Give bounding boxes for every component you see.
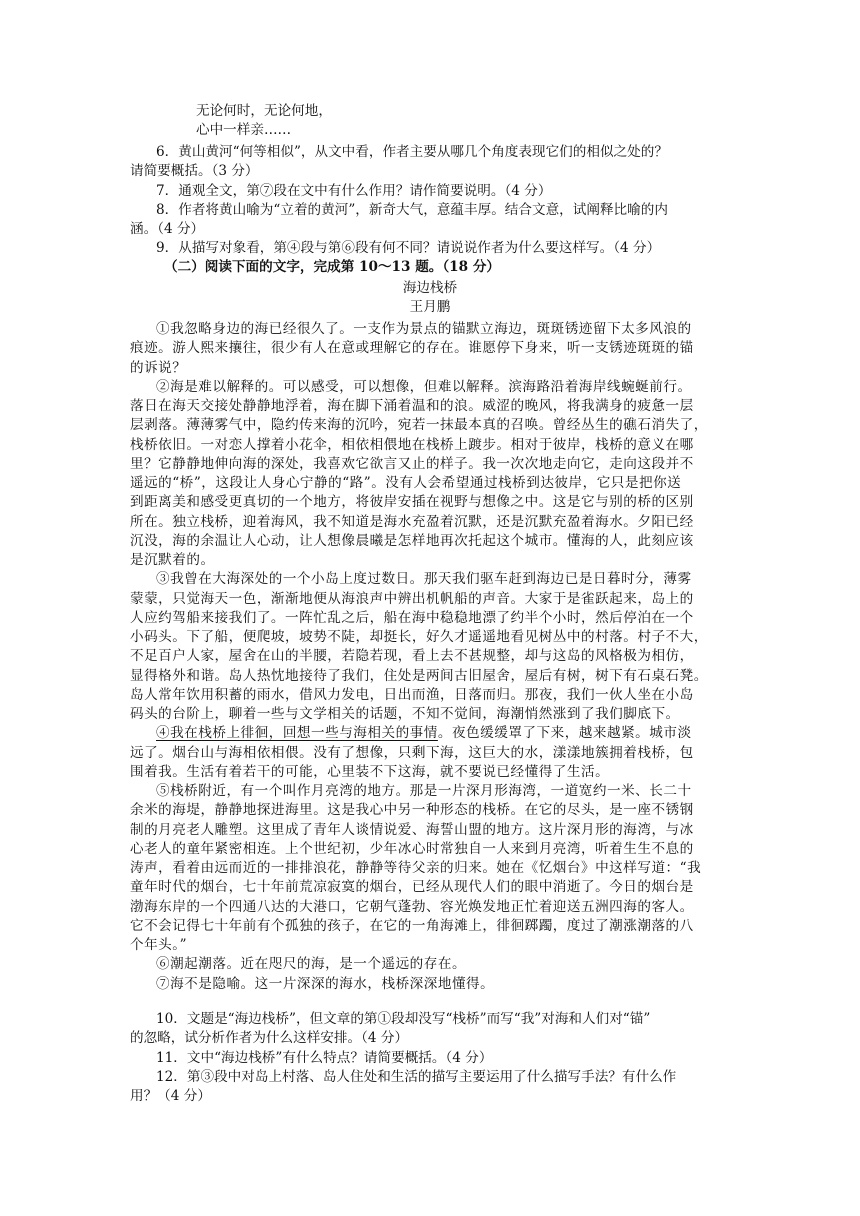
text-line: 心老人的童年紧密相连。上个世纪初，少年冰心时常独自一人来到月亮湾，听着生生不息的	[130, 840, 694, 857]
text-line: 个年头。”	[130, 937, 188, 953]
paragraph-3	[130, 570, 730, 724]
article-header	[130, 279, 730, 318]
text-span: 。夜色缓缓罩了下来，越来越紧。城市淡	[437, 725, 692, 742]
text-line: 遥远的“桥”，这段让人身心宁静的“路”。没有人会希望通过栈桥到达彼岸，它只是把你送	[130, 475, 682, 491]
question-12: 12．第③段中对岛上村落、岛人住处和生活的描写主要运用了什么描写手法？有什么作	[156, 1068, 677, 1085]
text-line: ①我忽略身边的海已经很久了。一支作为景点的锚默立海边，斑斑锈迹留下太多风浪的	[156, 321, 692, 337]
text-line: 码头的台阶上，聊着一些与文学相关的话题，不知不觉间，海潮悄然涨到了我们脚底下。	[130, 706, 680, 722]
question-8: 8．作者将黄山喻为“立着的黄河”，新奇大气，意蕴丰厚。结合文意，试阐释比喻的内	[156, 201, 668, 218]
paragraph-1	[130, 320, 730, 378]
question-6: 6．黄山黄河“何等相似”，从文中看，作者主要从哪几个角度表现它们的相似之处的？	[156, 144, 668, 160]
article-author: 王月鹏	[409, 299, 451, 316]
section-2-heading: （二）阅读下面的文字，完成第 10～13 题。（18 分）	[164, 259, 501, 275]
text-line: 痕迹。游人熙来攘往，很少有人在意或理解它的存在。谁愿停下身来，听一支锈迹斑斑的锚	[130, 340, 694, 357]
text-line: 不足百户人家，屋舍在山的半腰，若隐若现，看上去不甚规整，却与这岛的风格极为相仿，	[130, 648, 694, 665]
question-10-cont: 的忽略，试分析作者为什么这样安排。（4 分）	[130, 1030, 409, 1047]
question-6-cont: 请简要概括。（3 分）	[130, 163, 259, 180]
text-line: ②海是难以解释的。可以感受，可以想像，但难以解释。滨海路沿着海岸线蜿蜒前行。	[156, 378, 692, 395]
underlined-sentence: ④我在栈桥上徘徊，回想一些与海相关的事情	[156, 725, 438, 742]
question-12-cont: 用？（4 分）	[130, 1088, 211, 1104]
text-line: 小码头。下了船，便爬坡，坡势不陡，却挺长，好久才遥遥地看见树丛中的村落。村子不大，	[130, 629, 708, 645]
text-line: 岛人常年饮用积蓄的雨水，借风力发电，日出而渔，日落而归。那夜，我们一伙人坐在小岛	[130, 686, 694, 703]
text-line: ⑤栈桥附近，有一个叫作月亮湾的地方。那是一片深月形海湾，一道宽约一米、长二十	[156, 783, 692, 799]
text-line: 沉没，海的余温让人心动，让人想像晨曦是怎样地再次托起这个城市。懂海的人，此刻应该	[130, 532, 694, 549]
text-line: 的诉说？	[130, 359, 187, 376]
poem-ending	[130, 102, 730, 141]
text-line: 制的月亮老人雕塑。这里成了青年人谈情说爱、海誓山盟的地方。这片深月形的海湾，与冰	[130, 821, 694, 838]
text-line: 所在。独立栈桥，迎着海风，我不知道是海水充盈着沉默，还是沉默充盈着海水。夕阳已经	[130, 513, 694, 530]
text-line: 涛声，看着由远而近的一排排浪花，静静等待父亲的归来。她在《忆烟台》中这样写道：“我	[130, 860, 702, 876]
text-line: 人应约驾船来接我们了。一阵忙乱之后，船在海中稳稳地漂了约半个小时，然后停泊在一个	[130, 609, 694, 626]
text-line: ③我曾在大海深处的一个小岛上度过数日。那天我们驱车赶到海边已是日暮时分，薄雾	[156, 571, 692, 588]
poem-line: 心中一样亲……	[196, 122, 292, 139]
text-line: 落日在海天交接处静静地浮着，海在脚下涌着温和的浪。威涩的晚风，将我满身的疲惫一层	[130, 398, 694, 414]
text-line: ⑥潮起潮落。近在咫尺的海，是一个遥远的存在。	[156, 956, 467, 973]
text-line: 余米的海堤，静静地探进海里。这是我心中另一种形态的栈桥。在它的尽头，是一座不锈钢	[130, 802, 694, 819]
text-line: 远了。烟台山与海相依相偎。没有了想像，只剩下海，这巨大的水，漾漾地簇拥着栈桥，包	[130, 744, 694, 761]
paragraph-6	[130, 955, 730, 974]
question-9: 9．从描写对象看，第④段与第⑥段有何不同？请说说作者为什么要这样写。（4 分）	[156, 240, 661, 257]
question-11: 11．文中“海边栈桥”有什么特点？请简要概括。（4 分）	[156, 1049, 493, 1066]
text-line: 里？它静静地伸向海的深处，我喜欢它欲言又止的样子。我一次次地走向它，走向这段并不	[130, 455, 694, 472]
questions-part1	[130, 143, 730, 259]
text-line: 童年时代的烟台，七十年前荒凉寂寞的烟台，已经从现代人们的眼中消逝了。今日的烟台是	[130, 879, 694, 896]
text-line: 层剥落。薄薄雾气中，隐约传来海的沉吟，宛若一抹最本真的召唤。曾经丛生的礁石消失了，	[130, 417, 708, 434]
text-line: 围着我。生活有着若干的可能，心里装不下这海，就不要说已经懂得了生活。	[130, 763, 610, 780]
paragraph-2	[130, 378, 730, 571]
text-line: 渤海东岸的一个四通八达的大港口，它朝气蓬勃、容光焕发地正忙着迎送五洲四海的客人。	[130, 898, 694, 915]
paragraph-5	[130, 782, 730, 955]
article-body	[130, 320, 730, 994]
poem-line: 无论何时，无论何地，	[196, 103, 332, 119]
text-line: 蒙蒙，只觉海天一色，渐渐地便从海浪声中辨出机帆船的声音。大家于是雀跃起来，岛上的	[130, 590, 694, 607]
questions-part2	[130, 1010, 730, 1106]
text-line	[130, 724, 730, 743]
text-line: 到距离美和感受更真切的一个地方，将彼岸安插在视野与想像之中。这是它与别的桥的区别	[130, 494, 694, 511]
question-10: 10．文题是“海边栈桥”，但文章的第①段却没写“栈桥”而写“我”对海和人们对“锚”	[156, 1011, 651, 1027]
text-line: 是沉默着的。	[130, 552, 215, 568]
question-7: 7．通观全文，第⑦段在文中有什么作用？请作简要说明。（4 分）	[156, 182, 552, 199]
paragraph-4	[130, 724, 730, 782]
text-line: 显得格外和谐。岛人热忱地接待了我们，住处是两间古旧屋舍，屋后有树，树下有石桌石凳。	[130, 667, 708, 684]
text-line: 栈桥依旧。一对恋人撑着小花伞，相依相偎地在栈桥上踱步。相对于彼岸，栈桥的意义在哪	[130, 436, 694, 453]
text-line: ⑦海不是隐喻。这一片深深的海水，栈桥深深地懂得。	[156, 975, 495, 992]
article-title: 海边栈桥	[402, 280, 458, 296]
text-line: 它不会记得七十年前有个孤独的孩子，在它的一角海滩上，徘徊踯躅，度过了潮涨潮落的八	[130, 917, 694, 934]
question-8-cont: 涵。（4 分）	[130, 221, 205, 237]
paragraph-7	[130, 975, 730, 994]
